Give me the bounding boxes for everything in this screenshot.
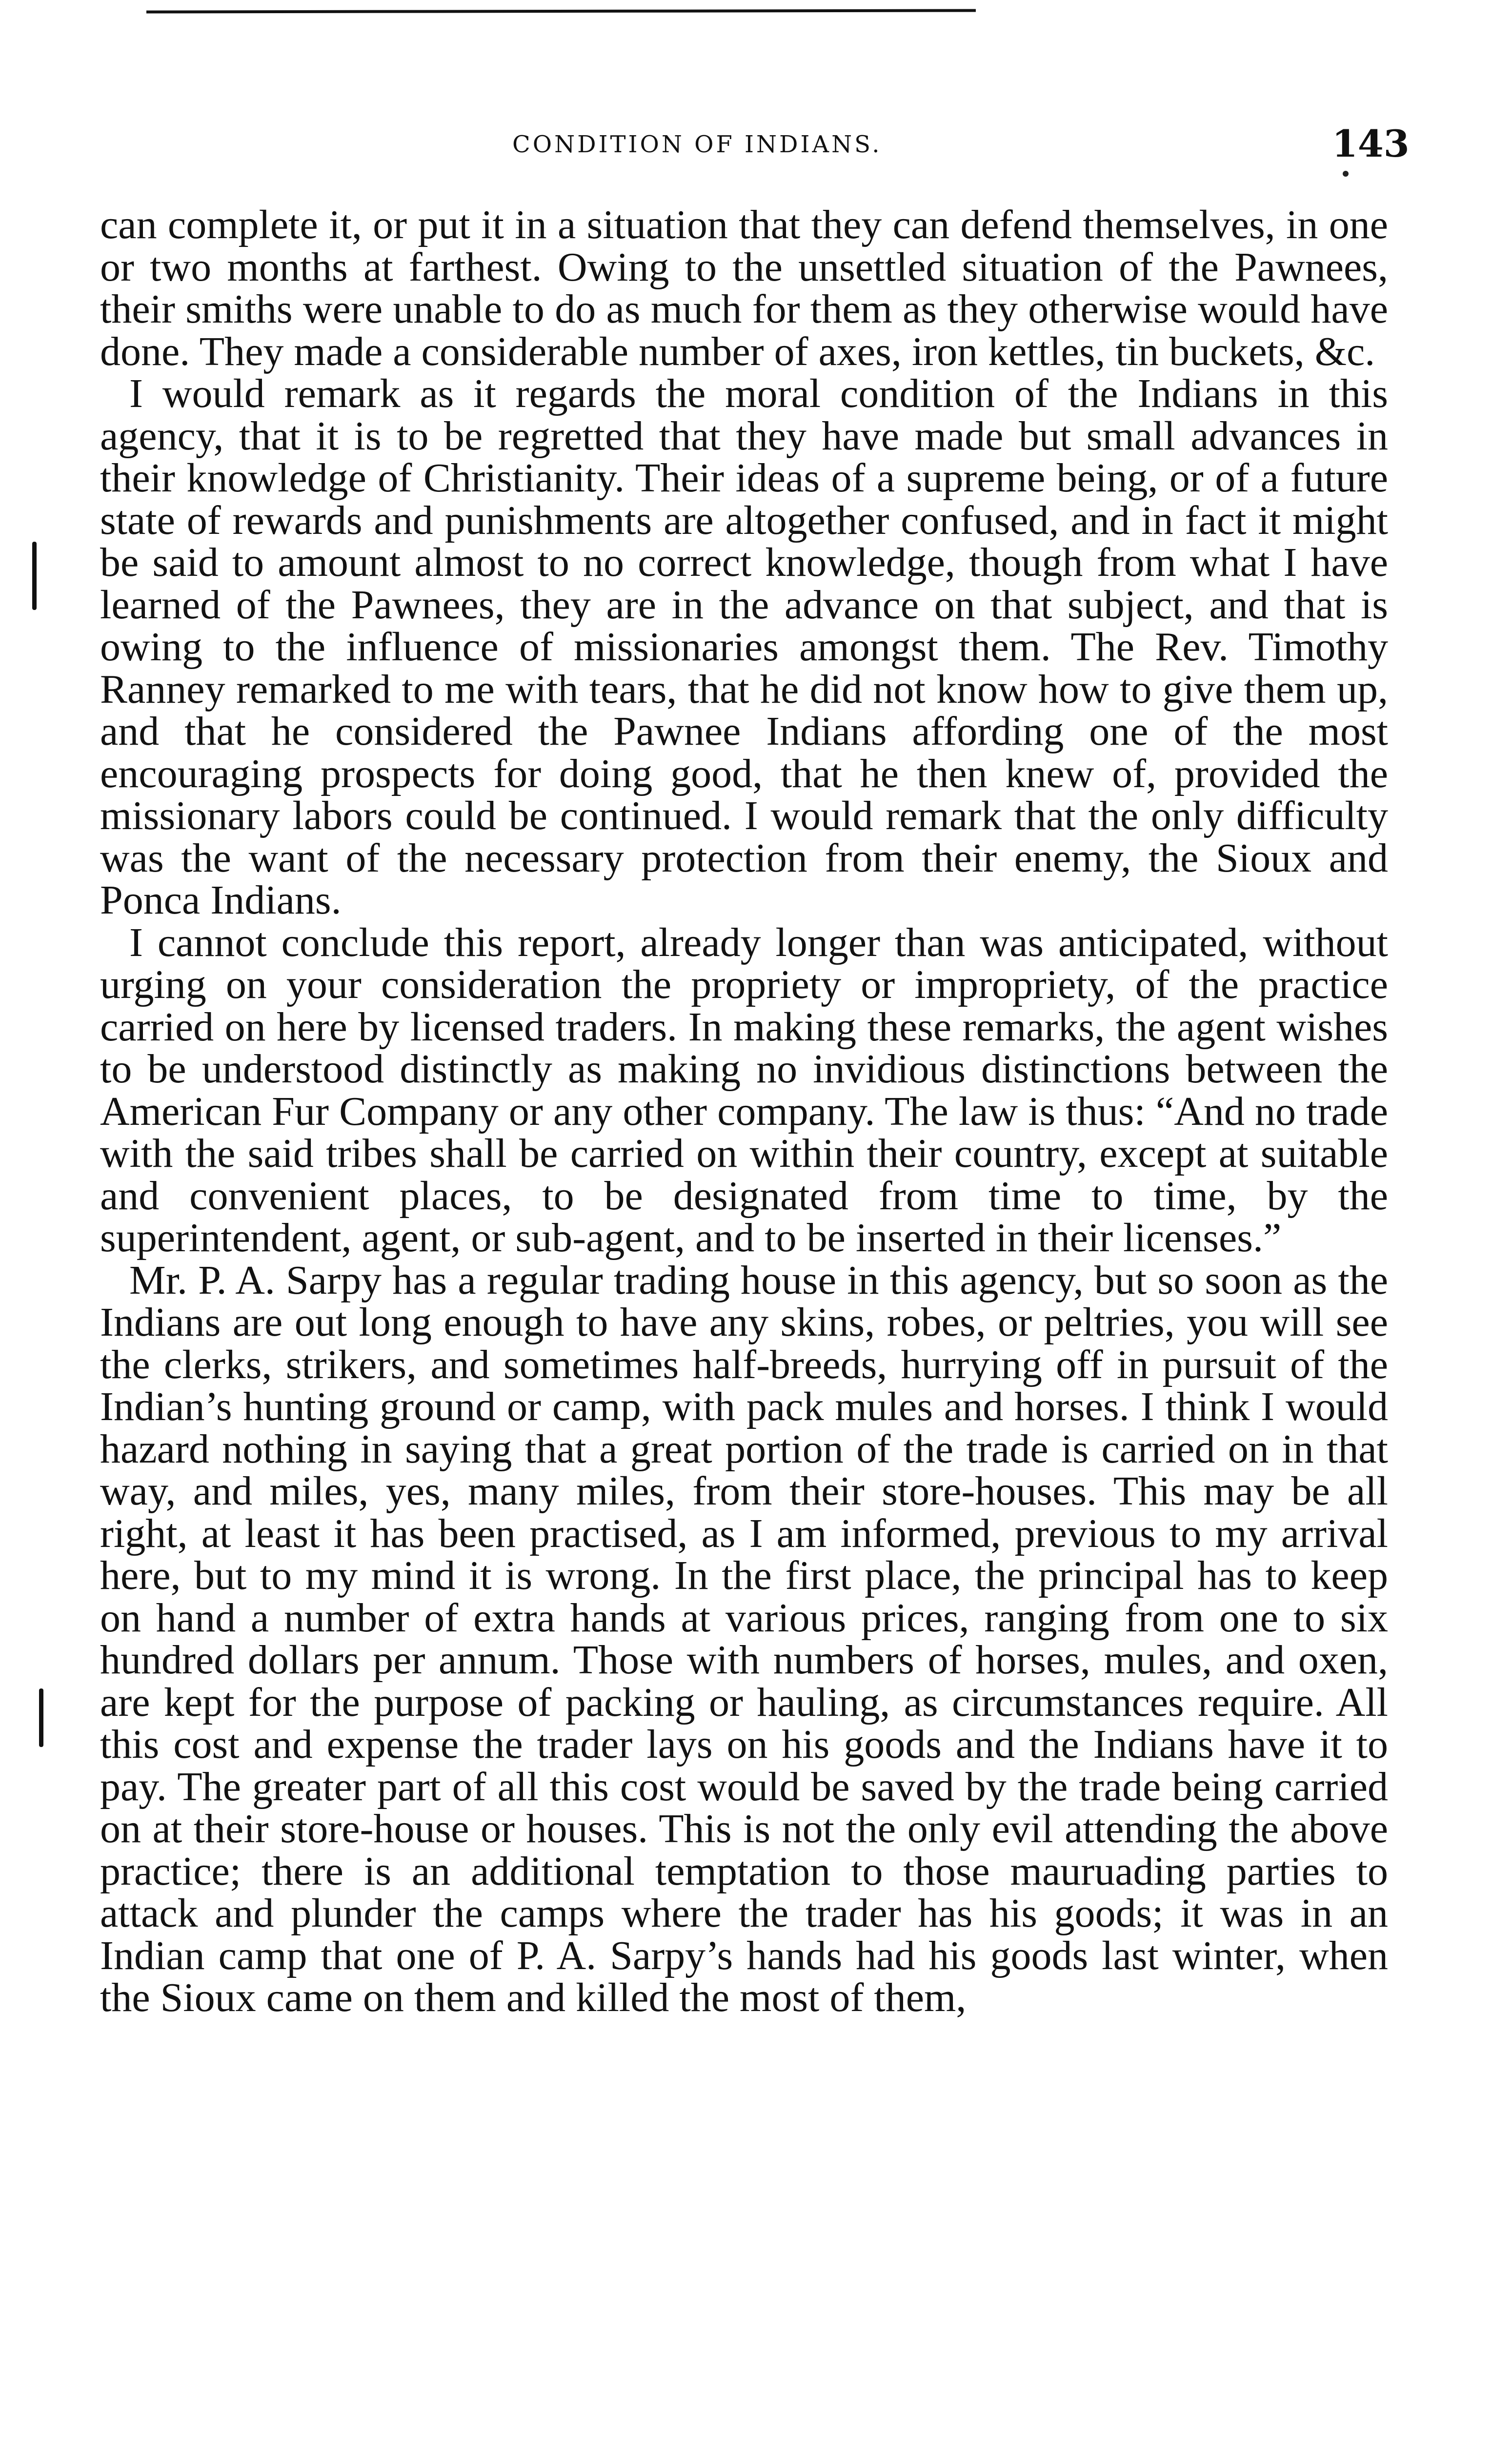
paragraph: I would remark as it regards the moral condition of the Indians in this agency, that it is to be regretted that they have made but small advances in their knowledge of Christianity. Their ideas of a supreme being, or of a future state of rewards and punishments are altogether confused, and in fact it might be said to amount almost to no correct knowledge, though from what I have learned of the Pawnees, they are in the advance on that subject, and that is owing to the influence of missionaries amongst them. The Rev. Timothy Ranney remarked to me with tears, that he did not know how to give them up, and that he considered the Pawnee Indians affording one of the most encouraging prospects for doing good, that he then knew of, provided the missionary labors could be continued. I would remark that the only difficulty was the want of the necessary protection from their enemy, the Sioux and Ponca Indians. (100, 371, 1388, 923)
paragraph: can complete it, or put it in a situation that they can defend themselves, in one or two months at farthest. Owing to the unsettled situation of the Pawnees, their smiths were unable to do as much for them as they otherwise would have done. They made a considerable number of axes, iron kettles, tin buckets, &c. (100, 202, 1388, 374)
paragraph: I cannot conclude this report, already longer than was anticipated, without urging on your consideration the propriety or impropriety, of the practice carried on here by licensed traders. In making these remarks, the agent wishes to be understood distinctly as making no invidious distinctions between the American Fur Company or any other company. The law is thus: “And no trade with the said tribes shall be carried on within their country, except at suitable and convenient places, to be designated from time to time, by the superintendent, agent, or sub-agent, and to be inserted in their licenses.” (100, 919, 1388, 1261)
paragraph: Mr. P. A. Sarpy has a regular trading house in this agency, but so soon as the Indians are out long enough to have any skins, robes, or peltries, you will see the clerks, strikers, and sometimes half-breeds, hurrying off in pursuit of the Indian’s hunting ground or camp, with pack mules and horses. I think I would hazard nothing in saying that a great portion of the trade is carried on in that way, and miles, yes, many miles, from their store-houses. This may be all right, at least it has been practised, as I am informed, previous to my arrival here, but to my mind it is wrong. In the first place, the principal has to keep on hand a number of extra hands at various prices, ranging from one to six hundred dollars per annum. Those with numbers of horses, mules, and oxen, are kept for the purpose of packing or hauling, as circumstances require. All this cost and expense the trader lays on his goods and the Indians have it to pay. The greater part of all this cost would be saved by the trade being carried on at their store-house or houses. This is not the only evil attending the above practice; there is an additional temptation to those mauruading parties to attack and plunder the camps where the trader has his goods; it was in an Indian camp that one of P. A. Sarpy’s hands had his goods last winter, when the Sioux came on them and killed the most of them, (100, 1257, 1388, 2020)
body-text (100, 204, 1388, 2019)
ink-speck (1343, 171, 1349, 177)
top-edge-rule (146, 9, 976, 14)
page-number: 143 (1332, 122, 1410, 165)
page-header (0, 122, 1512, 171)
running-title: CONDITION OF INDIANS. (512, 131, 882, 158)
margin-mark (39, 1688, 43, 1747)
margin-mark (32, 542, 37, 610)
